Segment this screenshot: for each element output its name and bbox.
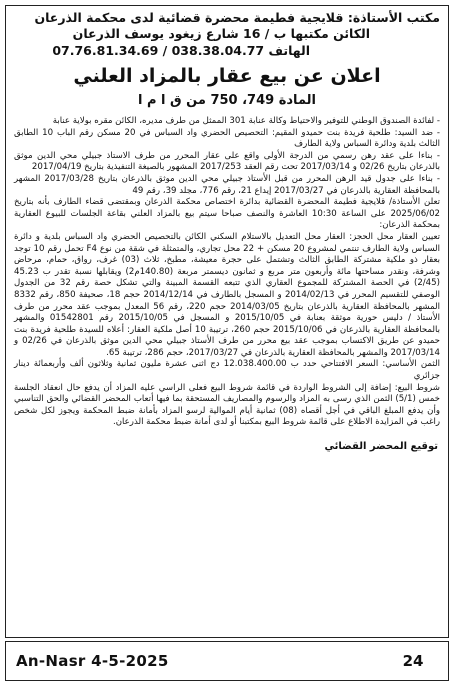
paragraph-base-price: الثمن الأساسي: السعر الافتتاحي حدد ب 12.038.400.00 دج اثنى عشرة مليون ثمانية وثلاثون ألف وأربعمائة دينار جزائري [14,359,440,382]
paragraph-beneficiary: - لفائدة الصندوق الوطني للتوفير والاحتياط وكالة عنابة 301 الممثل من طرف مديره، الكائن مقره بولاية عنابة [52,116,440,126]
page-number: 24 [402,652,424,670]
newspaper-name-date: An-Nasr 4-5-2025 [16,652,169,670]
paragraph-auction-announcement: تعلن الأستاذة/ قلايجية فطيمة المحضرة القضائية بدائرة اختصاص محكمة الذرعان وبمقتضى قضاء الطارف بأنه بتاريخ 2025/06/02 على الساعة 10:30 العاشرة والنصف صباحا سيتم بيع بالمزاد العلني بقاعة الجلسات للبيوع العقارية بمحكمة الذرعان: [14,197,441,231]
legal-article-reference: المادة 749، 750 من ق ا م ا [137,93,316,108]
bailiff-office-line: مكتب الأستاذة: قلايجية فطيمة محضرة قضائية لدى محكمة الذرعان [34,10,440,25]
phone-line: الهاتف 038.38.04.77 / 07.76.81.34.69 [52,43,310,58]
office-address-line: الكائن مكتبها ب / 16 شارع زيغود يوسف الذرعان [72,26,370,41]
paragraph-debtor: - ضد السيد: طلحية فريدة بنت حميدو المقيم: التحصيص الحضري واد السباس في 20 مسكن رقم الباب 10 الطابق الثالث بلدية ودائرة السباس ولاية الطارف [14,127,440,150]
paragraph-property-description: تعيين العقار محل الحجز: العقار محل التعديل بالاستلام السكني الكائن بالتحصيص الحضري واد السباس بلدية و دائرة السباس ولاية الطارف تنتمي لمشروع 20 مسكن + 22 محل تجاري، والمتمثلة في شقة من نوع F4 تحمل رقم 10 توجد بعقار ذو ملكية مشتركة الطابق الثالث وتشتمل على حجرة معيشة، مطبخ، ثلاث (03) غرف، رواق، حمام، مرحاض وشرفة، ونقدر مساحتها مائة وأربعون متر مربع و ثمانون ديسمتر مربعة (140.80م2) ويقابلها نسبة تقدر ب 45.23 (2/45) في الحصة المشتركة للمجموع العقاري الذي تتبعه القسمة المبينة والتي تشكل حصة رقم 32 من الجدول الوصفي للتقسيم المحرر في 2014/02/13 و المسجل بالطارف في 2014/12/14 حجم 18، صحيفة 850، رقم 8332 المشهر بالمحافظة العقارية بالذرعان بتاريخ 2014/03/05 حجم 220، رقم 56 المعدل بموجب عقد محرر من طرف الأستاذ / دليس حورية موثقة بعنابة في 2015/10/05 و المسجل في 2015/10/05 رقم 01542801 والمشهر بالمحافظة العقارية بالذرعان في 2015/10/06 حجم 260، ترتيبة 10 أصل ملكية العقار: أعلاه للسيدة طلحية فريدة بنت حميدو عن طريق الاكتساب بموجب عقد بيع محرر من طرف الأستاذ جبيلي محي الدين موثق بالذرعان في 02/26 و 2017/03/14 والمشهر بالمحافظة العقارية بالذرعان في 2017/03/27، حجم 286، ترتيبة 65. [14,231,441,358]
paragraph-mortgage-deed: - بناءا على عقد رهن رسمي من الدرجة الأولى واقع على عقار المحرر من طرف الاستاذ جبيلي محي الدين موثق بالذرعان بتاريخ 02/26 و 2017/03/14 تحت رقم العقد 2017/253 المشهور بالصيغة التنفيذية بتاريخ 2017/04/19 [14,150,440,173]
notice-body [6,110,448,429]
bailiff-signature: توقيع المحضر القضائي [324,441,438,453]
paragraph-sale-conditions: شروط البيع: إضافة إلى الشروط الواردة في قائمة شروط البيع فعلى الراسي عليه المزاد أن يدفع حال انعقاد الجلسة خمس (5/1) الثمن الذي رسى به المزاد والرسوم والمصاريف المستحقة بما فيها أتعاب المحضر القضائي والحق التناسبي وأن يدفع المبلغ الباقي في أجل أقصاه (08) ثمانية أيام الموالية لرسو المزاد بأمانة ضبط المحكمة ويجوز لكل شخص راغب في المزايدة الاطلاع على قائمة شروط البيع بمكتبنا أو لدى أمانة ضبط محكمة الذرعان. [14,382,440,428]
paragraph-mortgage-registration: - بناءا على جدول قيد الرهن المحرر من قبل الأستاذ جبيلي محي الدين موثق بالذرعان بتاريخ 2017/03/28 المشهر بالمحافظة العقارية بالذرعان في 2017/03/27 إيداع 21، رقم 776، مجلد 39، رقم 49 [14,173,441,196]
notice-header [6,6,448,59]
notice-frame [5,5,449,638]
page-footer [5,641,449,681]
notice-title: اعلان عن بيع عقار بالمزاد العلني [73,65,381,87]
